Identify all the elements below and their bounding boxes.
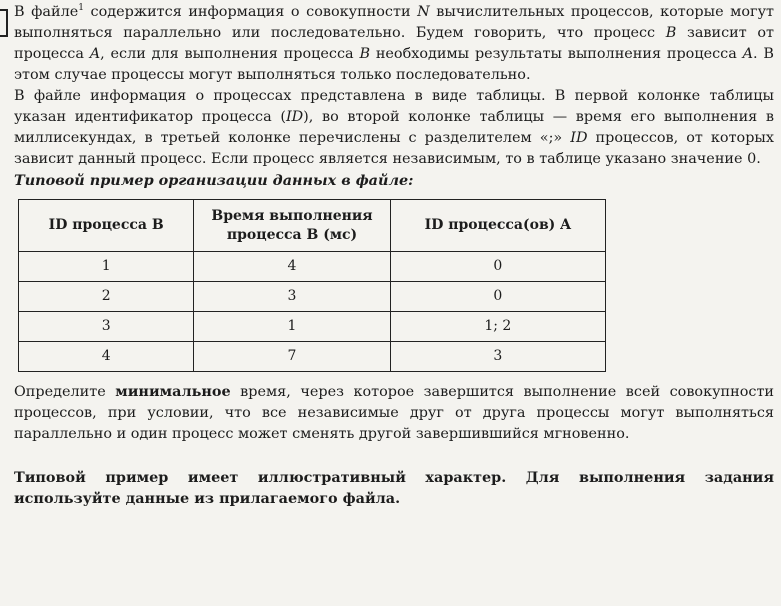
table-row <box>19 252 606 282</box>
column-header-id-b: ID процесса B <box>19 200 194 252</box>
table-cell: 1; 2 <box>390 312 605 342</box>
table-row <box>19 312 606 342</box>
column-header-id-a: ID процесса(ов) A <box>390 200 605 252</box>
table-row <box>19 282 606 312</box>
column-header-time: Время выполнения процесса B (мс) <box>194 200 390 252</box>
table-cell: 3 <box>19 312 194 342</box>
margin-bracket <box>0 9 8 37</box>
table-cell: 4 <box>19 342 194 372</box>
table-cell: 7 <box>194 342 390 372</box>
intro-paragraph-1: В файле$^1$ содержится информация о совокупности N вычислительных процессов, которые могут выполняться параллельно или последовательно. Будем говорить, что процесс B зависит от процесса A, если для выполнения процесса B необходимы результаты выполнения процесса A. В этом случае процессы могут выполняться только последовательно. <box>14 3 774 83</box>
footnote-marker: 1 <box>78 3 84 14</box>
table-cell: 3 <box>194 282 390 312</box>
question-paragraph: Определите минимальное время, через которое завершится выполнение всей совокупности процессов, при условии, что все независимые друг от друга процессы могут выполняться параллельно и один процесс может сменять другой завершившийся мгновенно. <box>14 383 775 442</box>
table-cell: 2 <box>19 282 194 312</box>
emphasis-minimal: минимальное <box>115 383 231 400</box>
table-cell: 4 <box>194 252 390 282</box>
table-cell: 0 <box>390 282 605 312</box>
task-text <box>14 2 774 509</box>
table-cell: 3 <box>390 342 605 372</box>
example-caption: Типовой пример организации данных в файле: <box>14 172 414 189</box>
table-cell: 1 <box>19 252 194 282</box>
table-cell: 0 <box>390 252 605 282</box>
intro-paragraph-2: В файле информация о процессах представлена в виде таблицы. В первой колонке таблицы указан идентификатор процесса (ID), во второй колонке таблицы — время его выполнения в миллисекундах, в третьей колонке перечислены с разделителем «;» ID процессов, от которых зависит данный процесс. Если процесс является независимым, то в таблице указано значение 0. <box>14 88 774 167</box>
table-header-row <box>19 200 606 252</box>
table-row <box>19 342 606 372</box>
table-cell: 1 <box>194 312 390 342</box>
example-table <box>18 199 606 372</box>
note-paragraph: Типовой пример имеет иллюстративный характер. Для выполнения задания используйте данные из прилагаемого файла. <box>14 469 774 507</box>
